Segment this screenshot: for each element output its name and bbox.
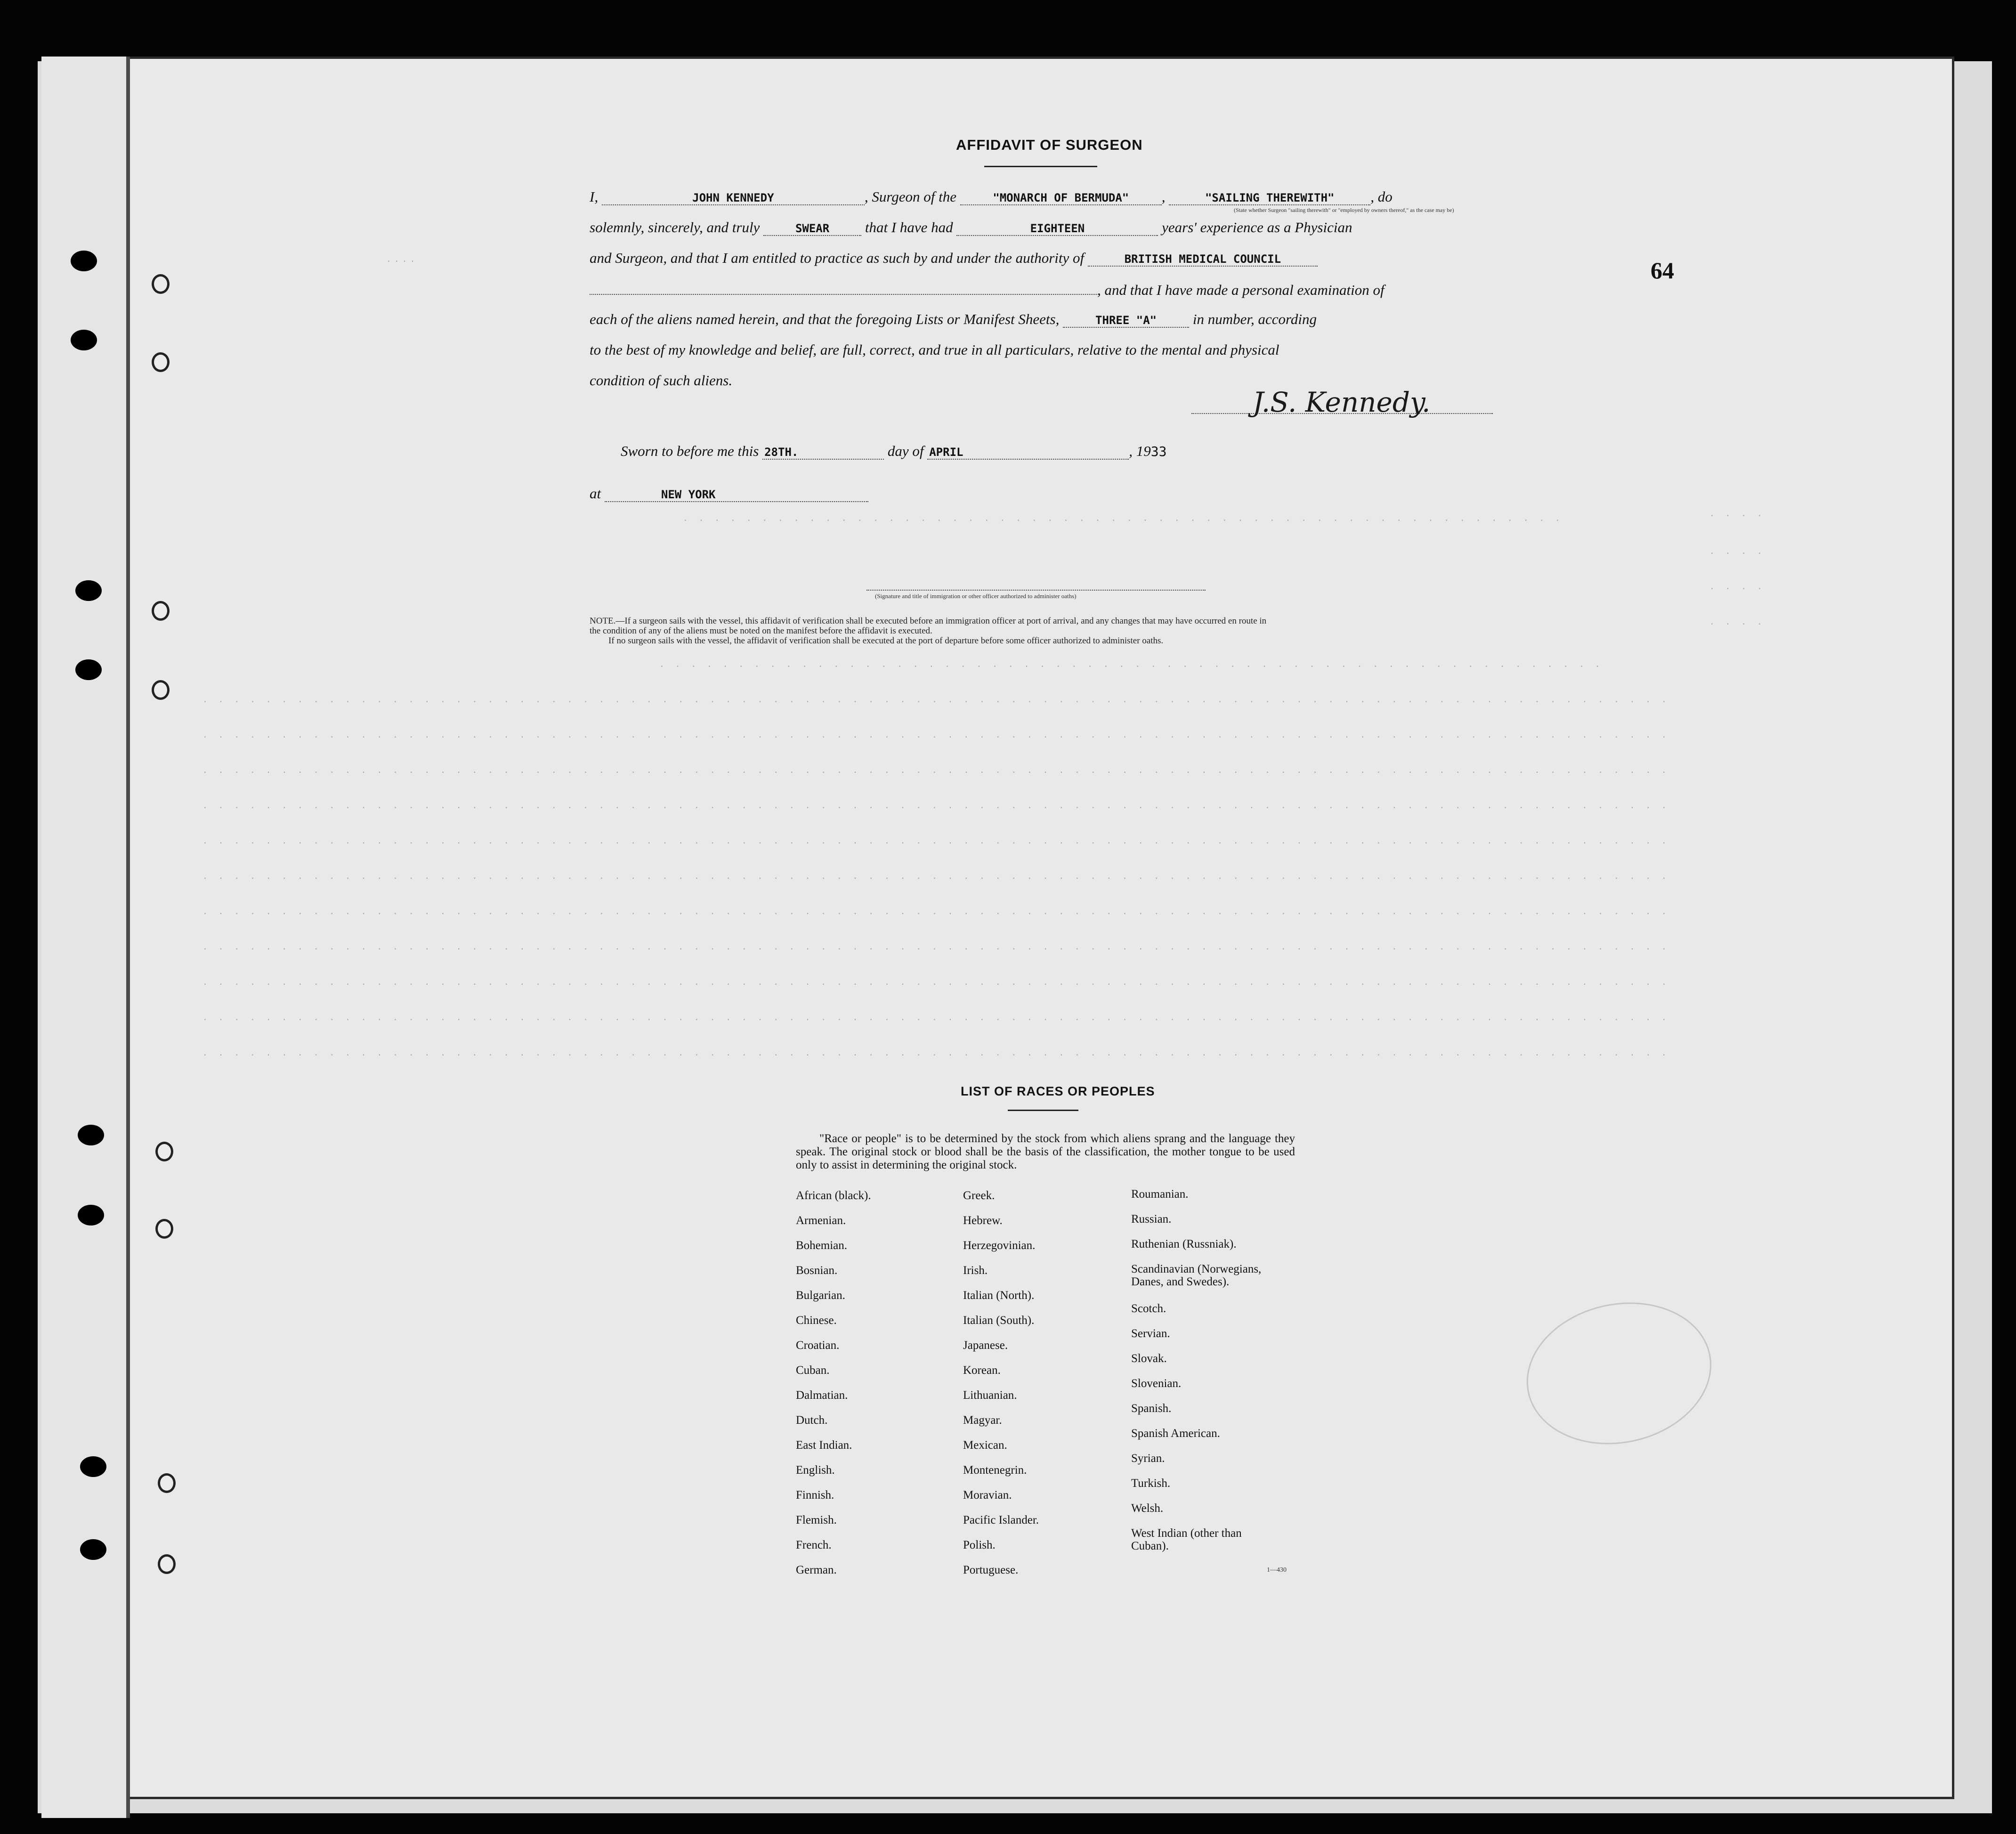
race-item: Croatian. <box>796 1339 840 1352</box>
binder-ring <box>152 601 170 621</box>
race-item: West Indian (other than Cuban). <box>1131 1527 1242 1552</box>
race-item: Chinese. <box>796 1314 837 1327</box>
race-item: Cuban. <box>796 1364 830 1377</box>
affidavit-line-6: to the best of my knowledge and belief, are full, correct, and true in all particulars, relative to the mental and physical <box>590 341 1279 358</box>
sailing-status-field: "SAILING THEREWITH" <box>1169 191 1370 205</box>
race-item: Polish. <box>963 1539 996 1551</box>
text: day of <box>887 443 924 459</box>
race-item: Flemish. <box>796 1514 837 1526</box>
binder-ring <box>152 680 170 700</box>
race-item: Mexican. <box>963 1439 1007 1452</box>
binder-hole <box>78 1205 104 1225</box>
binder-ring <box>152 352 170 372</box>
sworn-day-field: 28TH. <box>762 446 884 460</box>
sheet-count-field: THREE "A" <box>1063 314 1189 328</box>
race-item: East Indian. <box>796 1439 852 1452</box>
sailing-hint: (State whether Surgeon "sailing therewith" or "employed by owners thereof," as the case may be) <box>1234 207 1454 213</box>
binder-ring <box>158 1554 176 1574</box>
race-item: Spanish. <box>1131 1402 1172 1415</box>
races-column-3 <box>1131 1188 1282 1566</box>
race-item: Turkish. <box>1131 1477 1171 1490</box>
race-item: Portuguese. <box>963 1564 1019 1576</box>
text: that I have had <box>865 219 953 235</box>
race-item: Herzegovinian. <box>963 1239 1036 1252</box>
race-item: Irish. <box>963 1264 988 1277</box>
binder-ring <box>158 1473 176 1493</box>
binder-ring <box>155 1142 173 1161</box>
race-item: Dutch. <box>796 1414 828 1427</box>
race-item: German. <box>796 1564 837 1576</box>
affidavit-line-4 <box>590 282 1384 299</box>
race-item: African (black). <box>796 1189 871 1202</box>
race-item: Dalmatian. <box>796 1389 848 1402</box>
races-title-rule <box>1008 1110 1078 1111</box>
text: , 19 <box>1129 443 1151 459</box>
race-item: Lithuanian. <box>963 1389 1017 1402</box>
officer-signature-line <box>866 590 1206 591</box>
races-title: LIST OF RACES OR PEOPLES <box>961 1084 1155 1098</box>
races-column-2 <box>963 1189 1039 1589</box>
ship-name-field: "MONARCH OF BERMUDA" <box>960 191 1162 205</box>
note-paragraph <box>590 616 1266 646</box>
race-item: Hebrew. <box>963 1214 1003 1227</box>
race-item: Montenegrin. <box>963 1464 1027 1477</box>
oath-field: SWEAR <box>763 222 861 236</box>
text: years' experience as a Physician <box>1162 219 1352 235</box>
race-item: French. <box>796 1539 832 1551</box>
sworn-year: 33 <box>1150 444 1167 459</box>
form-code: 1—430 <box>1267 1566 1287 1574</box>
text: at <box>590 485 601 502</box>
surgeon-signature: J.S. Kennedy. <box>1253 386 1431 418</box>
race-item: Bulgarian. <box>796 1289 845 1302</box>
race-item: Slovenian. <box>1131 1377 1182 1390</box>
binder-hole <box>71 251 97 271</box>
binder-hole <box>75 580 102 601</box>
years-field: EIGHTEEN <box>956 222 1158 236</box>
race-item: Greek. <box>963 1189 995 1202</box>
text: , <box>1161 188 1166 205</box>
text: and Surgeon, and that I am entitled to practice as such by and under the authority of <box>590 250 1085 266</box>
affidavit-line-5 <box>590 311 1317 328</box>
binder-ring <box>152 274 170 294</box>
text: each of the aliens named herein, and that the foregoing Lists or Manifest Sheets, <box>590 311 1060 327</box>
race-item: Scotch. <box>1131 1302 1166 1315</box>
blank-field <box>590 294 1097 295</box>
affidavit-line-1 <box>590 188 1393 205</box>
authority-field: BRITISH MEDICAL COUNCIL <box>1088 252 1318 267</box>
note-line: If no surgeon sails with the vessel, the affidavit of verification shall be executed at the port of departure before some officer authorized to administer oaths. <box>608 636 1164 646</box>
race-item: Syrian. <box>1131 1452 1165 1465</box>
race-item: English. <box>796 1464 835 1477</box>
race-item: Welsh. <box>1131 1502 1164 1515</box>
race-item: Spanish American. <box>1131 1427 1220 1440</box>
binder-hole <box>78 1125 104 1145</box>
race-item: Bosnian. <box>796 1264 838 1277</box>
affidavit-line-2 <box>590 219 1352 236</box>
text: I, <box>590 188 599 205</box>
affidavit-line-3 <box>590 250 1318 267</box>
race-item: Italian (North). <box>963 1289 1035 1302</box>
place-line <box>590 485 868 502</box>
surgeon-name-field: JOHN KENNEDY <box>602 191 865 205</box>
binder-hole <box>80 1456 106 1477</box>
sworn-month-field: APRIL <box>927 446 1129 460</box>
race-item: Magyar. <box>963 1414 1002 1427</box>
text: in number, according <box>1192 311 1317 327</box>
race-item: Scandinavian (Norwegians, Danes, and Swedes). <box>1131 1263 1262 1288</box>
text: , and that I have made a personal examination of <box>1097 282 1384 298</box>
race-item: Slovak. <box>1131 1352 1167 1365</box>
race-item: Armenian. <box>796 1214 846 1227</box>
race-item: Japanese. <box>963 1339 1008 1352</box>
race-item: Bohemian. <box>796 1239 848 1252</box>
note-line: NOTE.—If a surgeon sails with the vessel, this affidavit of verification shall be executed before an immigration officer at port of arrival, and any changes that may have occurred en route in <box>590 616 1267 626</box>
place-field: NEW YORK <box>605 488 868 502</box>
binder-hole <box>80 1539 106 1560</box>
page-number: 64 <box>1651 257 1674 284</box>
text: solemnly, sincerely, and truly <box>590 219 760 235</box>
text: Sworn to before me this <box>621 443 759 459</box>
race-item: Russian. <box>1131 1213 1172 1225</box>
note-line: the condition of any of the aliens must be noted on the manifest before the affidavit is executed. <box>590 626 932 636</box>
title-rule <box>984 166 1097 167</box>
race-item: Finnish. <box>796 1489 834 1501</box>
race-item: Ruthenian (Russniak). <box>1131 1238 1237 1250</box>
race-item: Servian. <box>1131 1327 1170 1340</box>
binder-hole <box>75 659 102 680</box>
affidavit-line-7: condition of such aliens. <box>590 372 733 389</box>
affidavit-title: AFFIDAVIT OF SURGEON <box>956 137 1143 153</box>
text: , Surgeon of the <box>864 188 956 205</box>
sworn-line <box>621 443 1166 460</box>
race-item: Roumanian. <box>1131 1188 1189 1201</box>
races-column-1 <box>796 1189 871 1589</box>
race-item: Italian (South). <box>963 1314 1035 1327</box>
binder-hole <box>71 330 97 350</box>
binder-ring <box>155 1219 173 1239</box>
text: , do <box>1370 188 1393 205</box>
officer-caption: (Signature and title of immigration or other officer authorized to administer oaths) <box>875 592 1077 600</box>
race-item: Moravian. <box>963 1489 1012 1501</box>
race-item: Pacific Islander. <box>963 1514 1039 1526</box>
race-item: Korean. <box>963 1364 1001 1377</box>
races-intro: "Race or people" is to be determined by the stock from which aliens sprang and the language they speak. The original stock or blood shall be the basis of the classification, the mother tongue to be used only to assist in determining the original stock. <box>796 1132 1295 1171</box>
